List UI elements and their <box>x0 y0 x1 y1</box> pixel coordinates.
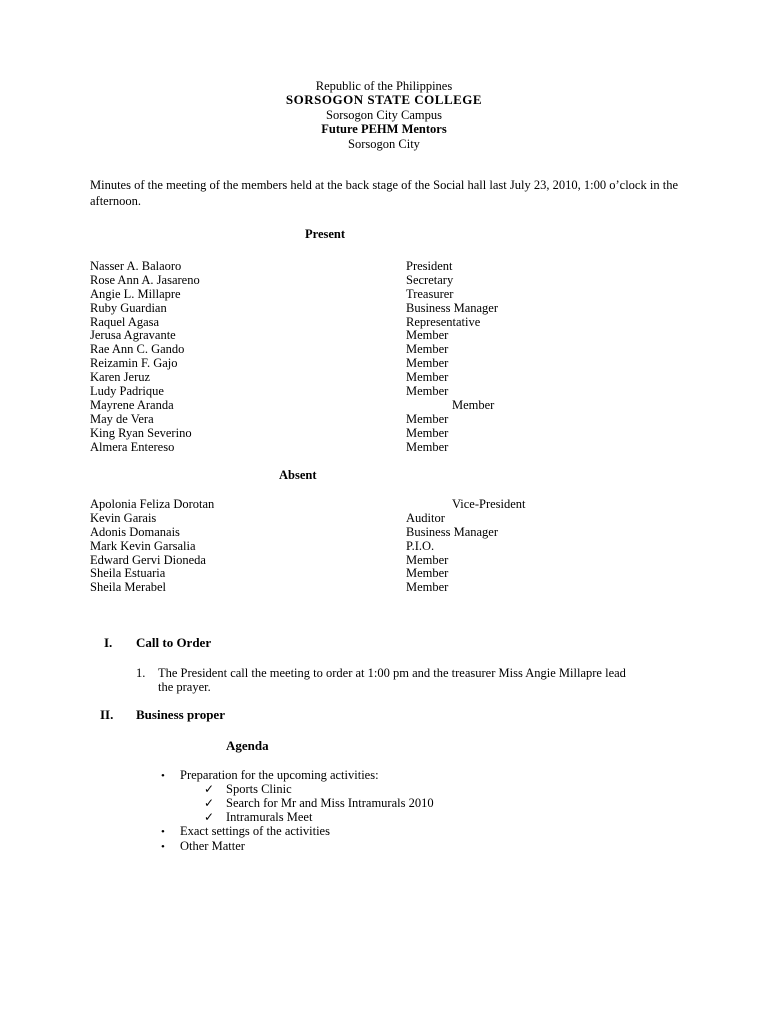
roster-row <box>90 315 590 329</box>
checkmark-icon: ✓ <box>204 782 215 796</box>
member-name: Adonis Domanais <box>90 524 180 539</box>
member-role: Member <box>452 397 495 412</box>
member-name: Mark Kevin Garsalia <box>90 538 196 553</box>
roster-row <box>90 566 590 580</box>
member-role: Member <box>406 384 449 399</box>
agenda-item: Exact settings of the activities <box>180 824 330 838</box>
roster-row <box>90 328 590 342</box>
member-name: Mayrene Aranda <box>90 397 174 412</box>
agenda-sub-item: Search for Mr and Miss Intramurals 2010 <box>226 796 434 810</box>
roster-row <box>90 525 590 539</box>
roster-row <box>90 259 590 273</box>
member-name: Kevin Garais <box>90 510 157 525</box>
member-name: Ludy Padrique <box>90 384 164 399</box>
member-role: P.I.O. <box>406 538 435 553</box>
roster-row <box>90 398 590 412</box>
absent-roster <box>90 497 590 594</box>
member-role: Member <box>406 328 449 343</box>
member-name: Reizamin F. Gajo <box>90 356 178 371</box>
roster-row <box>90 273 590 287</box>
member-name: Apolonia Feliza Dorotan <box>90 497 215 511</box>
section2-title: Business proper <box>136 707 225 722</box>
member-role: President <box>406 259 453 273</box>
member-name: Angie L. Millapre <box>90 286 181 301</box>
member-role: Member <box>406 342 449 357</box>
roster-row <box>90 511 590 525</box>
agenda-heading: Agenda <box>226 738 269 753</box>
intro-paragraph: Minutes of the meeting of the members held at the back stage of the Social hall last July 23, 2010, 1:00 o’clock in the afternoon. <box>90 178 678 208</box>
roster-row <box>90 580 590 594</box>
member-name: Sheila Merabel <box>90 580 167 595</box>
member-name: Raquel Agasa <box>90 314 160 329</box>
member-role: Treasurer <box>406 286 454 301</box>
agenda-sub-item: Sports Clinic <box>226 782 292 796</box>
member-role: Member <box>406 411 449 426</box>
bullet-icon: • <box>161 826 165 838</box>
roster-row <box>90 370 590 384</box>
agenda-sub-item: Intramurals Meet <box>226 810 313 824</box>
member-role: Business Manager <box>406 524 498 539</box>
absent-heading: Absent <box>279 468 317 482</box>
org-name: Future PEHM Mentors <box>321 122 447 136</box>
member-role: Member <box>406 566 449 581</box>
member-name: Almera Entereso <box>90 439 175 454</box>
checkmark-icon: ✓ <box>204 796 215 810</box>
roster-row <box>90 553 590 567</box>
section2-number: II. <box>100 707 114 722</box>
member-role: Representative <box>406 314 481 329</box>
roster-row <box>90 412 590 426</box>
section1-number: I. <box>104 635 113 650</box>
present-roster <box>90 259 590 453</box>
section1-title: Call to Order <box>136 635 212 650</box>
agenda-item: Preparation for the upcoming activities: <box>180 768 379 782</box>
member-role: Secretary <box>406 272 454 287</box>
member-name: Edward Gervi Dioneda <box>90 552 206 567</box>
bullet-icon: • <box>161 770 165 782</box>
member-name: Karen Jeruz <box>90 370 151 385</box>
member-role: Member <box>406 356 449 371</box>
member-name: Jerusa Agravante <box>90 328 176 343</box>
member-role: Member <box>406 439 449 454</box>
agenda-item: Other Matter <box>180 839 245 853</box>
member-role: Auditor <box>406 510 445 525</box>
member-role: Member <box>406 370 449 385</box>
member-name: Rose Ann A. Jasareno <box>90 272 200 287</box>
roster-row <box>90 342 590 356</box>
member-name: Sheila Estuaria <box>90 566 166 581</box>
member-role: Vice-President <box>452 497 526 511</box>
section1-item-line1: The President call the meeting to order at 1:00 pm and the treasurer Miss Angie Millapre lead <box>158 666 626 680</box>
roster-row <box>90 440 590 454</box>
roster-row <box>90 356 590 370</box>
member-name: Ruby Guardian <box>90 300 167 315</box>
section1-item-line2: the prayer. <box>158 680 211 694</box>
member-name: Rae Ann C. Gando <box>90 342 185 357</box>
roster-row <box>90 539 590 553</box>
campus-name: Sorsogon City Campus <box>326 108 442 122</box>
present-heading: Present <box>305 227 346 241</box>
college-name: SORSOGON STATE COLLEGE <box>285 92 483 107</box>
roster-row <box>90 287 590 301</box>
member-name: May de Vera <box>90 411 154 426</box>
member-name: King Ryan Severino <box>90 425 192 440</box>
member-role: Member <box>406 425 449 440</box>
checkmark-icon: ✓ <box>204 810 215 824</box>
bullet-icon: • <box>161 841 165 853</box>
member-role: Business Manager <box>406 300 498 315</box>
header-line1: Republic of the Philippines <box>315 79 453 93</box>
city-name: Sorsogon City <box>348 137 420 151</box>
member-role: Member <box>406 580 449 595</box>
roster-row <box>90 301 590 315</box>
member-name: Nasser A. Balaoro <box>90 259 182 273</box>
section1-item-number: 1. <box>136 666 146 680</box>
member-role: Member <box>406 552 449 567</box>
roster-row <box>90 384 590 398</box>
roster-row <box>90 497 590 511</box>
roster-row <box>90 426 590 440</box>
